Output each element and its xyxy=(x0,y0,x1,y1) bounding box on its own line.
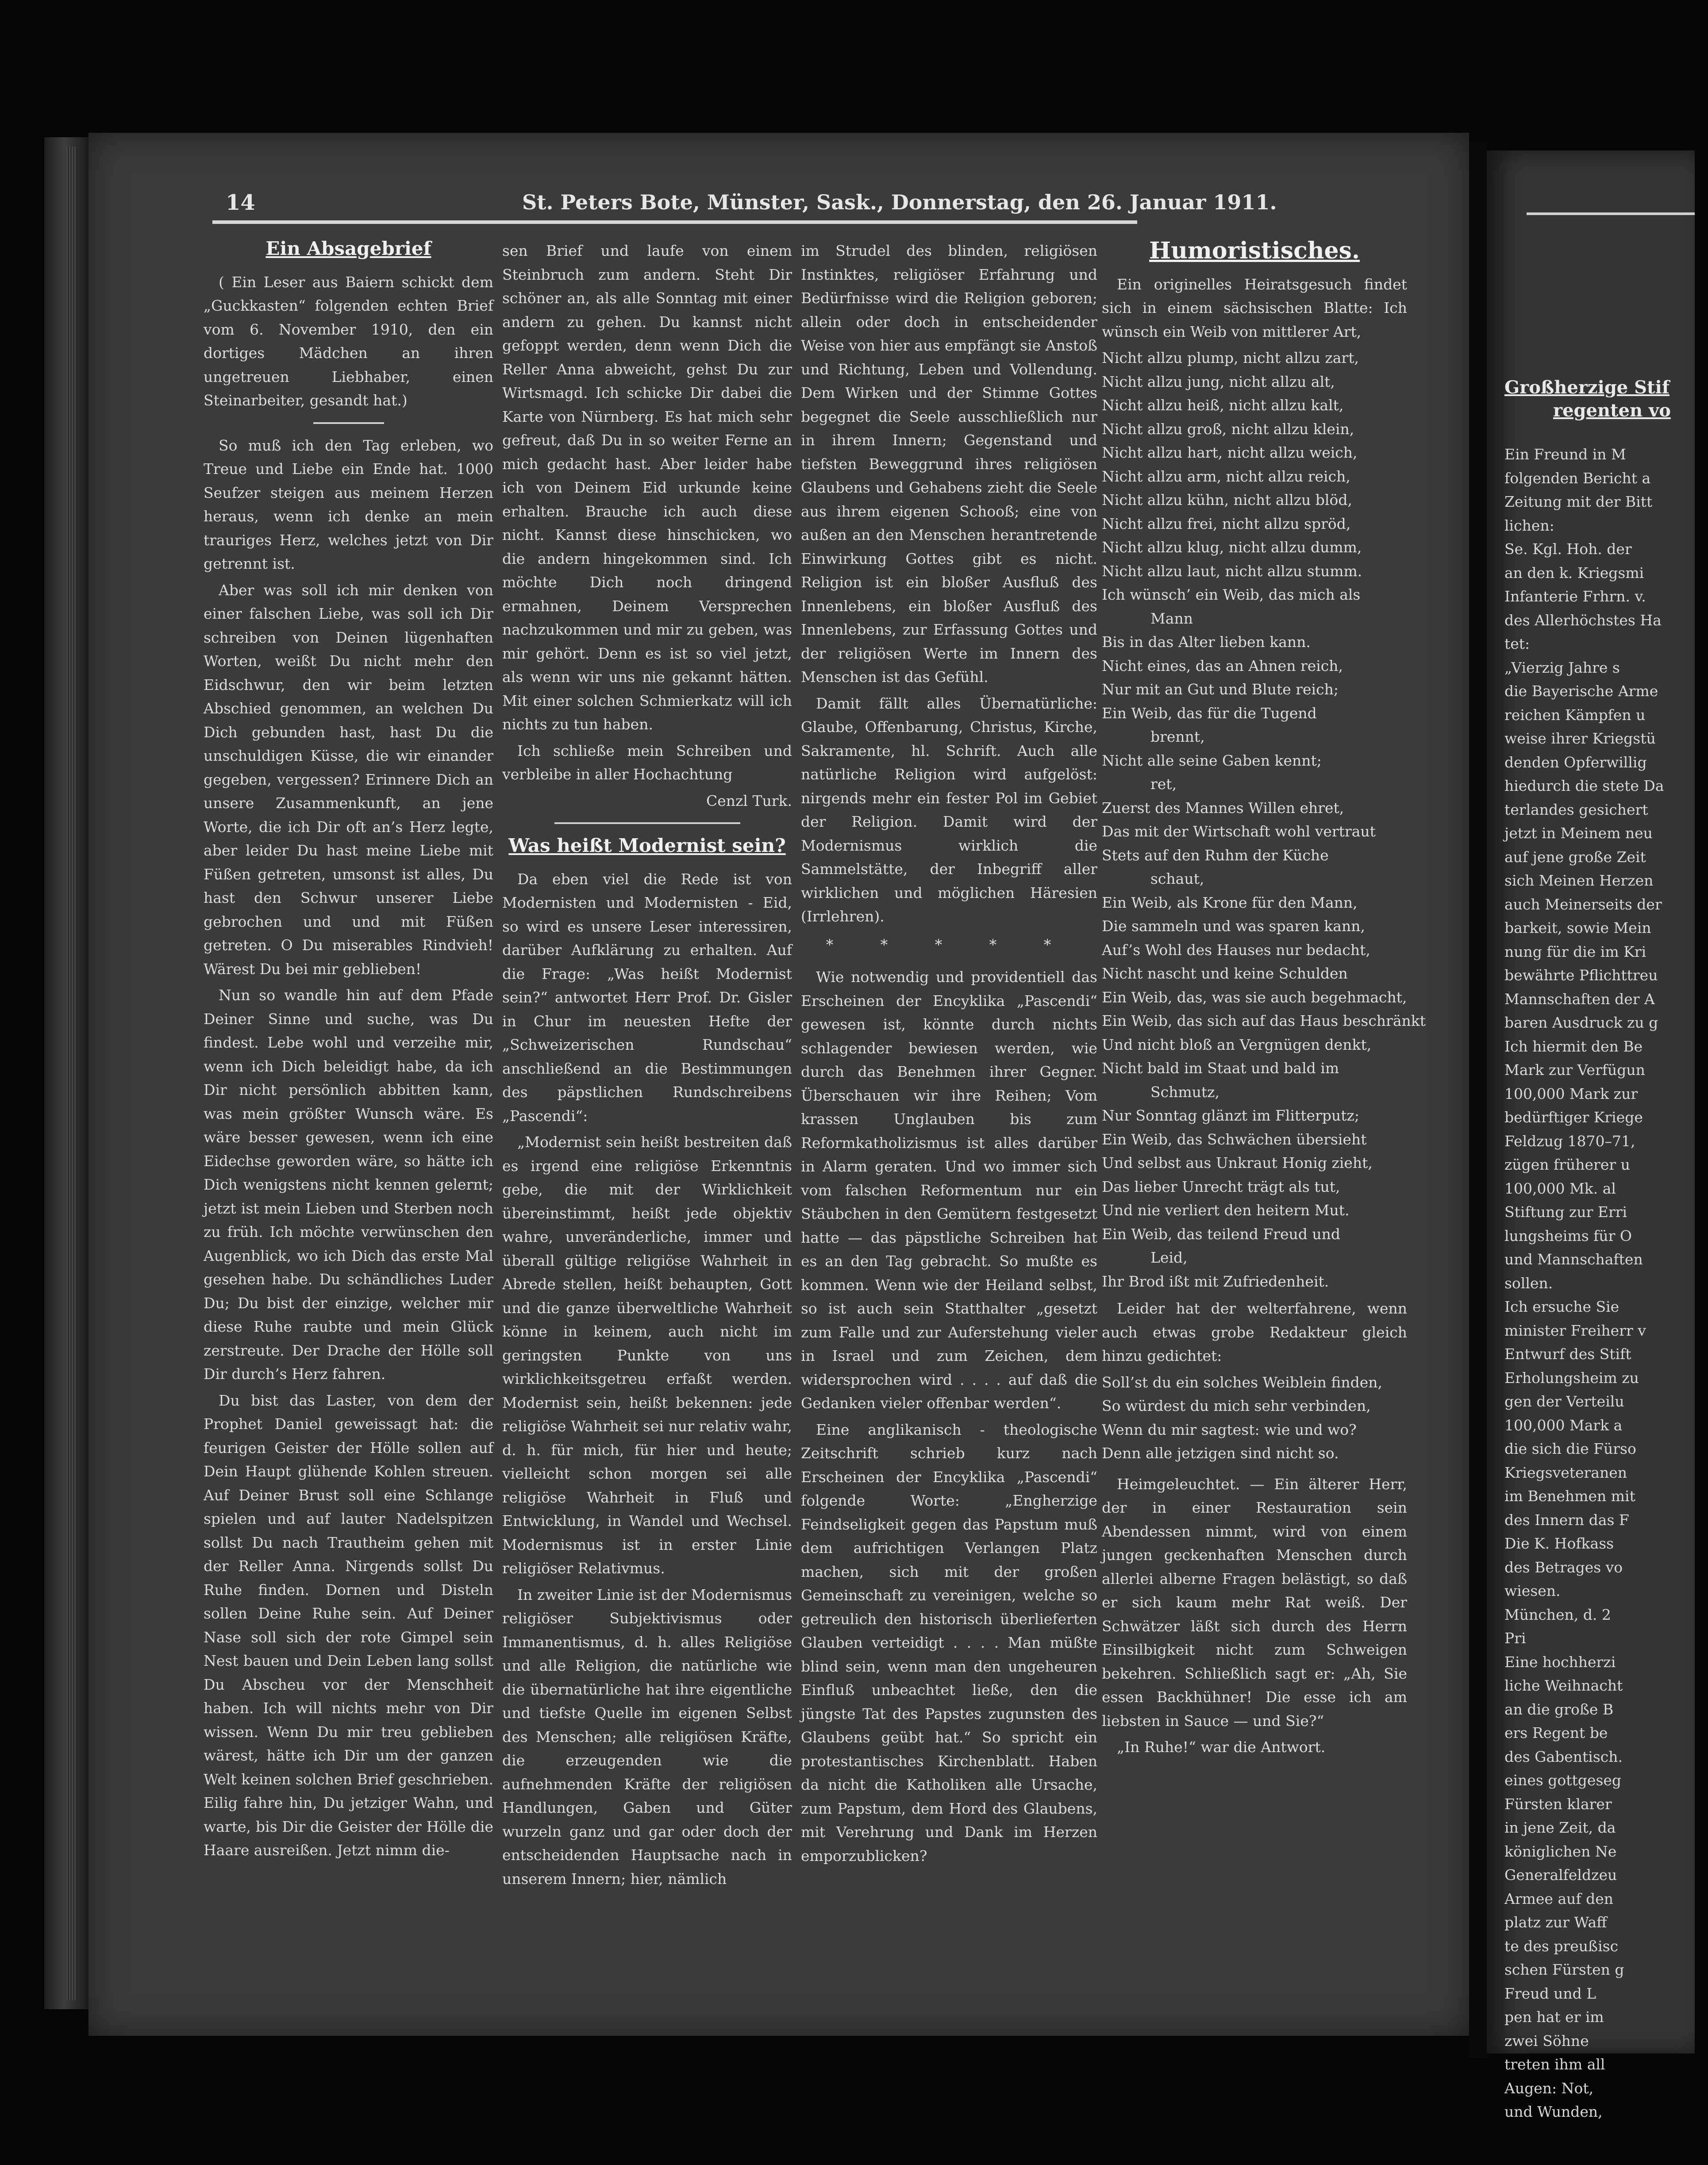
adjacent-text-line: 100,000 Mark zur xyxy=(1504,1085,1638,1102)
poem-line: Nicht allzu jung, nicht allzu alt, xyxy=(1102,373,1335,390)
column-1 xyxy=(204,237,493,1865)
poem-line: Nicht allzu hart, nicht allzu weich, xyxy=(1102,444,1358,461)
poem-line: Ein Weib, das teilend Freud und xyxy=(1102,1225,1341,1243)
poem-line: Nicht alle seine Gaben kennt; xyxy=(1102,751,1322,769)
adjacent-text-line: reichen Kämpfen u xyxy=(1504,706,1646,724)
anecdote-paragraph: Heimgeleuchtet. — Ein älterer Herr, der in einer Restauration sein Abendessen nimmt, wird von einem jungen geckenhaften Menschen durch allerlei alberne Fragen belästigt, so daß er sich kaum mehr Rat weiß. Der Schwätzer läßt sich durch des Herrn Einsilbigkeit nicht zum Schweigen bekehren. Schließlich sagt er: „Ah, Sie essen Backhühner! Die esse ich am liebsten in Sauce — und Sie?“ xyxy=(1102,1475,1407,1730)
poem-line: Wenn du mir sagtest: wie und wo? xyxy=(1102,1421,1357,1438)
adjacent-text-line: München, d. 2 xyxy=(1504,1606,1611,1623)
adjacent-text-line: in jene Zeit, da xyxy=(1504,1819,1616,1836)
article-title-humoristisches: Humoristisches. xyxy=(1149,237,1360,264)
adjacent-text-line: Stiftung zur Erri xyxy=(1504,1203,1627,1221)
article-paragraph: Nun so wandle hin auf dem Pfade Deiner Sinne und suche, was Du findest. Lebe wohl und verzeihe mir, wenn ich Dich beleidigt habe, da ich Dir nicht persönlich abbitten kann, was mein größter Wunsch wäre. Es wäre besser gewesen, wenn ich eine Eidechse geworden wäre, so hätte ich Dich wenigstens nicht kennen gelernt; jetzt ist mein Lieben und Sterben noch zu früh. Ich möchte verwünschen den Augenblick, wo ich Dich das erste Mal gesehen habe. Du schändliches Luder Du; Du bist der einzige, welcher mir diese Ruhe raubte und mein Glück zerstreute. Der Drache der Hölle soll Dir durch’s Herz fahren. xyxy=(204,986,493,1383)
adjacent-text-line: zwei Söhne xyxy=(1504,2032,1589,2049)
adjacent-text-line: Ich ersuche Sie xyxy=(1504,1298,1620,1315)
article-divider xyxy=(313,422,384,424)
poem-line: Nicht allzu groß, nicht allzu klein, xyxy=(1102,420,1354,438)
adjacent-text-line: zügen früherer u xyxy=(1504,1156,1630,1173)
article-paragraph: Ein originelles Heiratsgesuch findet sich in einem sächsischen Blatte: Ich wünsch ein Weib von mittlerer Art, xyxy=(1102,275,1407,340)
poem-line: ret, xyxy=(1150,775,1177,793)
article-paragraph: So muß ich den Tag erleben, wo Treue und Liebe ein Ende hat. 1000 Seufzer steigen aus meinem Herzen heraus, wenn ich denke an mein trauriges Herz, welches jetzt von Dir getrennt ist. xyxy=(204,436,493,572)
article-paragraph: sen Brief und laufe von einem Steinbruch zum andern. Steht Dir schöner an, als alle Sonntag mit einer andern zu gehen. Du kannst nicht gefoppt werden, denn wenn Dich die Reller Anna abweicht, gehst Du zur Wirtsmagd. Ich schicke Dir dabei die Karte von Nürnberg. Es hat mich sehr gefreut, daß Du in so weiter Ferne an mich gedacht hast. Aber leider habe ich von Deinem Eid urkunde keine erhalten. Brauche ich auch diese nicht. Kannst diese hinschicken, wo die andern hingekommen sind. Ich möchte Dich noch dringend ermahnen, Deinem Versprechen nachzukommen und mir zu geben, was mir gehört. Denn es ist so viel jetzt, als wenn wir uns nie gekannt hätten. Mit einer solchen Schmierkatz will ich nichts zu tun haben. xyxy=(502,242,792,733)
adjacent-text-line: Se. Kgl. Hoh. der xyxy=(1504,540,1632,558)
adjacent-text-line: des Gabentisch. xyxy=(1504,1748,1623,1765)
adjacent-text-line: des Innern das F xyxy=(1504,1511,1629,1529)
adjacent-text-line: Zeitung mit der Bitt xyxy=(1504,493,1653,510)
adjacent-text-line: eines gottgeseg xyxy=(1504,1772,1622,1789)
column-3 xyxy=(801,239,1097,1870)
adjacent-text-line: 100,000 Mark a xyxy=(1504,1416,1623,1434)
adjacent-text-line: an die große B xyxy=(1504,1700,1614,1718)
article-paragraph: im Strudel des blinden, religiösen Instinktes, religiöser Erfahrung und Bedürfnisse wird die Religion geboren; allein oder doch in entscheidender Weise von hier aus empfängt sie Anstoß und Richtung, Leben und Vollendung. Dem Wirken und der Stimme Gottes begegnet die Seele ausschließlich nur in ihrem Innern; Gegenstand und tiefsten Beweggrund ihres religiösen Glaubens und Gehabens zieht die Seele aus ihrem eigenen Schooß; eine von außen an den Menschen herantretende Einwirkung Gottes gibt es nicht. Religion ist ein bloßer Ausfluß des Innenlebens, ein bloßer Ausfluß des Innenlebens, zur Erfassung Gottes und der religiösen Werte im Innern des Menschen ist das Gefühl. xyxy=(801,242,1097,686)
poem-line: schaut, xyxy=(1150,870,1204,887)
adjacent-text-line: nung für die im Kri xyxy=(1504,943,1646,960)
adjacent-text-line: Armee auf den xyxy=(1504,1890,1613,1907)
adjacent-text-line: Mark zur Verfügun xyxy=(1504,1061,1645,1079)
adjacent-text-line: terlandes gesichert xyxy=(1504,801,1648,818)
masthead: St. Peters Bote, Münster, Sask., Donnerstag, den 26. Januar 1911. xyxy=(522,190,1277,214)
adjacent-text-line: Die K. Hofkass xyxy=(1504,1535,1614,1552)
poem-line: Nicht eines, das an Ahnen reich, xyxy=(1102,657,1343,674)
anecdote-punchline: „In Ruhe!“ war die Antwort. xyxy=(1117,1738,1326,1756)
adjacent-text-line: lichen: xyxy=(1504,516,1554,534)
article-paragraph: „Modernist sein heißt bestreiten daß es irgend eine religiöse Erkenntnis gebe, die mit der Wirklichkeit übereinstimmt, heißt jede objektiv wahre, unveränderliche, immer und überall gültige religiöse Wahrheit in Abrede stellen, heißt behaupten, Gott und die ganze überweltliche Wahrheit könne in keinem, auch nicht im geringsten Punkte von uns wirklichkeitsgetreu erfaßt werden. Modernist sein, heißt bekennen: jede religiöse Wahrheit sei nur relativ wahr, d. h. für mich, für hier und heute; vielleicht schon morgen sei alle religiöse Wahrheit in Fluß und Entwicklung, in Wandel und Wechsel. Modernismus ist in erster Linie religiöser Relativmus. xyxy=(502,1133,792,1577)
adjacent-text-line: auf jene große Zeit xyxy=(1504,848,1646,866)
article-paragraph: Eine anglikanisch - theologische Zeitschrift schrieb kurz nach Erscheinen der Encyklika „Pascendi“ folgende Worte: „Engherzige Feindseligkeit gegen das Papstum muß dem aufrichtigen Verlangen Platz machen, sich mit der großen Gemeinschaft zu vereinigen, welche so getreulich den historisch überlieferten Glauben verteidigt . . . . Man müßte blind sein, wenn man den ungeheuren Einfluß unbeachtet ließe, den die jüngste Tat des Papstes zugunsten des Glaubens geübt hat.“ So spricht ein protestantisches Kirchenblatt. Haben da nicht die Katholiken alle Ursache, zum Papstum, dem Hord des Glaubens, mit Verehrung und Dank im Herzen emporzublicken? xyxy=(801,1421,1097,1865)
poem-line: Und selbst aus Unkraut Honig zieht, xyxy=(1102,1154,1373,1171)
poem-line: Nicht bald im Staat und bald im xyxy=(1102,1059,1339,1077)
adjacent-text-line: Feldzug 1870–71, xyxy=(1504,1132,1635,1150)
adjacent-title-line: Großherzige Stif xyxy=(1504,377,1670,398)
poem-line: Ein Weib, das Schwächen übersieht xyxy=(1102,1130,1367,1148)
poem-line: Nicht allzu plump, nicht allzu zart, xyxy=(1102,349,1359,366)
section-stars: * * * * * xyxy=(826,936,1073,953)
adjacent-text-line: sich Meinen Herzen xyxy=(1504,872,1654,889)
adjacent-page-title xyxy=(1504,376,1708,422)
poem-line: Nur Sonntag glänzt im Flitterputz; xyxy=(1102,1107,1359,1124)
adjacent-text-line: Infanterie Frhrn. v. xyxy=(1504,588,1646,605)
adjacent-text-line: Eine hochherzi xyxy=(1504,1653,1616,1671)
adjacent-text-line: platz zur Waff xyxy=(1504,1914,1607,1931)
article-paragraph: Aber was soll ich mir denken von einer falschen Liebe, was soll ich Dir schreiben von Deinen lügenhaften Worten, weißt Du nicht mehr den Eidschwur, den wir beim letzten Abschied genommen, an welchen Du Dich gebunden hast, hast Du die unschuldigen Küsse, die wir einander gegeben, vergessen? Erinnere Dich an unsere Zusammenkunft, an jene Worte, die ich Dir oft an’s Herz legte, aber leider Du hast meine Liebe mit Füßen getreten, umsonst ist alles, Du hast den Schwur unserer Liebe gebrochen und und mit Füßen getreten. O Du miserables Rindvieh! Wärest Du bei mir geblieben! xyxy=(204,581,493,978)
adjacent-text-line: königlichen Ne xyxy=(1504,1842,1617,1860)
poem-line: Das lieber Unrecht trägt als tut, xyxy=(1102,1178,1340,1195)
poem-line: Soll’st du ein solches Weiblein finden, xyxy=(1102,1373,1382,1391)
poem xyxy=(1102,1371,1407,1465)
adjacent-text-line: treten ihm all xyxy=(1504,2056,1605,2073)
poem-line: Nicht allzu kühn, nicht allzu blöd, xyxy=(1102,491,1352,509)
poem-line: Ihr Brod ißt mit Zufriedenheit. xyxy=(1102,1272,1329,1290)
adjacent-text-line: die sich die Fürso xyxy=(1504,1440,1636,1457)
adjacent-text-line: Fürsten klarer xyxy=(1504,1795,1612,1813)
adjacent-text-line: Augen: Not, xyxy=(1504,2079,1594,2097)
page-number: 14 xyxy=(226,190,255,215)
poem-line: Schmutz, xyxy=(1150,1083,1220,1101)
poem-line: Und nicht bloß an Vergnügen denkt, xyxy=(1102,1036,1372,1053)
adjacent-page-column xyxy=(1504,443,1708,2124)
adjacent-text-line: 100,000 Mk. al xyxy=(1504,1179,1616,1197)
header-rule xyxy=(212,220,1137,224)
adjacent-title-line: regenten vo xyxy=(1553,400,1671,421)
adjacent-page xyxy=(1487,150,1695,2120)
adjacent-text-line: schen Fürsten g xyxy=(1504,1961,1624,1978)
page-stack-edge xyxy=(66,146,76,2000)
poem-line: Nicht allzu klug, nicht allzu dumm, xyxy=(1102,539,1362,556)
adjacent-text-line: wiesen. xyxy=(1504,1582,1561,1599)
adjacent-text-line: bedürftiger Kriege xyxy=(1504,1109,1643,1126)
poem-line: Bis in das Alter lieben kann. xyxy=(1102,633,1311,651)
adjacent-text-line: minister Freiherr v xyxy=(1504,1321,1646,1339)
adjacent-text-line: denden Opferwillig xyxy=(1504,753,1647,771)
poem-line: Ein Weib, das für die Tugend xyxy=(1102,704,1317,722)
poem-line: Ein Weib, das sich auf das Haus beschränkt xyxy=(1102,1012,1426,1029)
article-paragraph: Leider hat der welterfahrene, wenn auch etwas grobe Redakteur gleich hinzu gedichtet: xyxy=(1102,1300,1407,1364)
page-gutter xyxy=(1469,142,1487,2058)
poem-line: Nicht allzu arm, nicht allzu reich, xyxy=(1102,467,1350,485)
article-paragraph: Damit fällt alles Übernatürliche: Glaube, Offenbarung, Christus, Kirche, Sakramente, hl. Schrift. Auch alle natürliche Religion wird aufgelöst: nirgends mehr ein fester Pol im Gebiet der Religion. Damit wird der Modernismus wirklich die Sammelstätte, der Inbegriff aller wirklichen und möglichen Häresien (Irrlehren). xyxy=(801,694,1097,925)
poem-line: Nicht allzu heiß, nicht allzu kalt, xyxy=(1102,397,1344,414)
adjacent-text-line: barkeit, sowie Mein xyxy=(1504,919,1651,936)
adjacent-text-line: jetzt in Meinem neu xyxy=(1504,824,1653,842)
adjacent-text-line: an den k. Kriegsmi xyxy=(1504,564,1644,582)
poem-line: Nicht allzu laut, nicht allzu stumm. xyxy=(1102,562,1362,580)
adjacent-text-line: und Wunden, xyxy=(1504,2103,1603,2120)
adjacent-text-line: Generalfeldzeu xyxy=(1504,1866,1617,1884)
adjacent-text-line: baren Ausdruck zu g xyxy=(1504,1014,1658,1031)
adjacent-text-line: Entwurf des Stift xyxy=(1504,1345,1631,1363)
poem-line: Leid, xyxy=(1150,1249,1188,1266)
adjacent-text-line: Kriegsveteranen xyxy=(1504,1464,1627,1481)
adjacent-text-line: bewährte Pflichttreu xyxy=(1504,967,1658,984)
adjacent-text-line: Pri xyxy=(1504,1630,1526,1647)
adjacent-text-line: folgenden Bericht a xyxy=(1504,469,1651,487)
poem-line: So würdest du mich sehr verbinden, xyxy=(1102,1397,1371,1414)
column-4 xyxy=(1102,237,1426,1762)
poem xyxy=(1102,346,1426,1293)
adjacent-text-line: sollen. xyxy=(1504,1274,1553,1292)
adjacent-text-line: Erholungsheim zu xyxy=(1504,1369,1639,1387)
article-intro: ( Ein Leser aus Baiern schickt dem „Guckkasten“ folgenden echten Brief vom 6. November 1910, den ein dortiges Mädchen an ihren ungetreuen Liebhaber, einen Steinarbeiter, gesandt hat.) xyxy=(204,273,493,409)
adjacent-text-line: die Bayerische Arme xyxy=(1504,682,1658,700)
adjacent-text-line: Freud und L xyxy=(1504,1984,1596,2002)
poem-line: Denn alle jetzigen sind nicht so. xyxy=(1102,1445,1339,1462)
poem-line: Auf’s Wohl des Hauses nur bedacht, xyxy=(1102,941,1370,959)
article-title-modernist: Was heißt Modernist sein? xyxy=(508,835,786,856)
article-paragraph: Wie notwendig und providentiell das Erscheinen der Encyklika „Pascendi“ gewesen ist, könnte durch nichts schlagender bewiesen werden, wie durch das Benehmen ihrer Gegner. Überschauen wir ihre Reihen; Vom krassen Unglauben bis zum Reformkatholizismus ist alles darüber in Alarm geraten. Und wo immer sich vom falschen Reformentum nur ein Stäubchen in den Gemütern festgesetzt hatte — das päpstliche Schreiben hat es an den Tag gebracht. So mußte es kommen. Wenn wie der Heiland selbst, so ist auch sein Statthalter „gesetzt zum Falle und zur Auferstehung vieler in Israel und zum Zeichen, dem widersprochen wird . . . . auf daß die Gedanken vieler offenbar werden“. xyxy=(801,968,1097,1412)
adjacent-text-line: „Vierzig Jahre s xyxy=(1504,659,1620,676)
adjacent-text-line: Ich hiermit den Be xyxy=(1504,1037,1643,1055)
poem-line: Nicht nascht und keine Schulden xyxy=(1102,965,1348,982)
adjacent-text-line: und Mannschaften xyxy=(1504,1251,1643,1268)
poem-line: brennt, xyxy=(1150,728,1205,745)
poem-line: Ich wünsch’ ein Weib, das mich als xyxy=(1102,586,1361,603)
adjacent-text-line: liche Weihnacht xyxy=(1504,1677,1623,1694)
adjacent-text-line: des Betrages vo xyxy=(1504,1558,1623,1576)
adjacent-text-line: tet: xyxy=(1504,635,1530,652)
article-paragraph: Ich schließe mein Schreiben und verbleibe in aller Hochachtung xyxy=(502,742,792,783)
letter-signature: Cenzl Turk. xyxy=(706,792,792,809)
article-paragraph: Du bist das Laster, von dem der Prophet Daniel geweissagt hat: die feurigen Geister der Hölle sollen auf Dein Haupt glühende Kohlen streuen. Auf Deiner Brust soll eine Schlange spielen und auf lauter Nadelspitzen sollst Du nach Trautheim gehen mit der Reller Anna. Nirgends sollst Du Ruhe finden. Dornen und Disteln sollen Deine Ruhe sein. Auf Deiner Nase soll sich der rote Gimpel sein Nest bauen und Dein Leben lang sollst Du Abscheu vor der Menschheit haben. Ich will nichts mehr von Dir wissen. Wenn Du mir treu geblieben wärest, hätte ich Dir um der ganzen Welt keinen solchen Brief geschrieben. Eilig fahre hin, Du jetziger Wahn, und warte, bis Dir die Geister der Hölle die Haare ausreißen. Jetzt nimm die- xyxy=(204,1391,493,1859)
adjacent-text-line: Mannschaften der A xyxy=(1504,990,1655,1008)
poem-line: Nicht allzu frei, nicht allzu spröd, xyxy=(1102,515,1351,532)
adjacent-text-line: auch Meinerseits der xyxy=(1504,895,1662,913)
poem-line: Ein Weib, das, was sie auch begehmacht, xyxy=(1102,988,1407,1006)
poem-line: Und nie verliert den heitern Mut. xyxy=(1102,1202,1350,1219)
adjacent-text-line: pen hat er im xyxy=(1504,2008,1604,2026)
adjacent-text-line: im Benehmen mit xyxy=(1504,1487,1635,1505)
poem-line: Stets auf den Ruhm der Küche xyxy=(1102,846,1329,864)
poem-line: Nur mit an Gut und Blute reich; xyxy=(1102,681,1339,698)
column-2 xyxy=(502,239,792,1893)
adjacent-text-line: te des preußisc xyxy=(1504,1937,1619,1955)
poem-line: Zuerst des Mannes Willen ehret, xyxy=(1102,799,1344,817)
adjacent-text-line: gen der Verteilu xyxy=(1504,1393,1624,1410)
adjacent-text-line: ers Regent be xyxy=(1504,1724,1608,1741)
article-paragraph: In zweiter Linie ist der Modernismus religiöser Subjektivismus oder Immanentismus, d. h. alles Religiöse und alle Religion, die natürliche wie die übernatürliche hat ihre eigentliche und tiefste Quelle im eigenen Selbst des Menschen; alle religiösen Kräfte, die erzeugenden wie die aufnehmenden Kräfte der religiösen Handlungen, Gaben und Güter wurzeln ganz und gar oder doch der entscheidenden Hauptsache nach in unserem Innern; hier, nämlich xyxy=(502,1586,792,1888)
adjacent-text-line: des Allerhöchstes Ha xyxy=(1504,611,1662,629)
adjacent-text-line: weise ihrer Kriegstü xyxy=(1504,730,1656,747)
adjacent-text-line: Ein Freund in M xyxy=(1504,446,1626,463)
poem-line: Ein Weib, als Krone für den Mann, xyxy=(1102,894,1358,911)
adjacent-text-line: lungsheims für O xyxy=(1504,1227,1632,1244)
poem-line: Mann xyxy=(1150,609,1193,627)
poem-line: Das mit der Wirtschaft wohl vertraut xyxy=(1102,823,1376,840)
article-divider xyxy=(554,822,740,824)
adjacent-text-line: hiedurch die stete Da xyxy=(1504,777,1664,794)
article-title-absagebrief: Ein Absagebrief xyxy=(265,238,431,259)
poem-line: Die sammeln und was sparen kann, xyxy=(1102,917,1365,935)
adjacent-header-rule xyxy=(1527,212,1695,215)
article-paragraph: Da eben viel die Rede ist von Modernisten und Modernisten - Eid, so wird es unsere Leser interessiren, darüber Aufklärung zu erhalten. Auf die Frage: „Was heißt Modernist sein?“ antwortet Herr Prof. Dr. Gisler in Chur im neuesten Hefte der „Schweizerischen Rundschau“ anschließend an die Bestimmungen des päpstlichen Rundschreibens „Pascendi“: xyxy=(502,870,792,1125)
